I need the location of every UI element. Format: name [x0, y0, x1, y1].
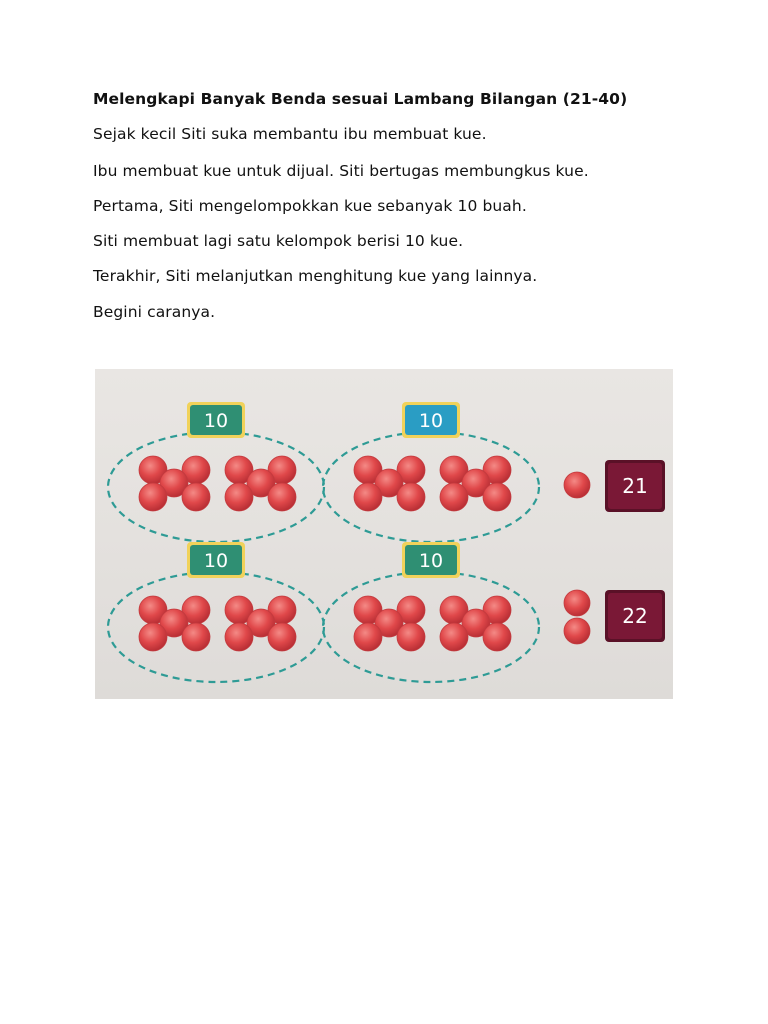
- cake: [182, 483, 210, 511]
- paragraph-3: Pertama, Siti mengelompokkan kue sebanyak 10 buah.: [93, 197, 527, 215]
- extra-cake: [564, 618, 590, 644]
- paragraph-4: Siti membuat lagi satu kelompok berisi 10 kue.: [93, 232, 464, 250]
- paragraph-6: Begini caranya.: [93, 303, 216, 321]
- cake: [225, 623, 253, 651]
- cake: [268, 483, 296, 511]
- cake: [225, 483, 253, 511]
- group-label-text: 10: [203, 550, 229, 572]
- counting-illustration: [95, 369, 673, 699]
- cake: [139, 483, 167, 511]
- number-box-text: 22: [622, 604, 648, 628]
- extra-cake: [564, 472, 590, 498]
- cake: [182, 623, 210, 651]
- cake: [483, 483, 511, 511]
- cake: [440, 623, 468, 651]
- cake: [354, 623, 382, 651]
- paragraph-2: Ibu membuat kue untuk dijual. Siti bertugas membungkus kue.: [93, 162, 589, 180]
- cake: [139, 623, 167, 651]
- group-label-text: 10: [418, 410, 444, 432]
- group-label-text: 10: [418, 550, 444, 572]
- cake: [483, 623, 511, 651]
- cake: [354, 483, 382, 511]
- cake: [397, 623, 425, 651]
- cake: [268, 623, 296, 651]
- counting-illustration-svg: [95, 369, 673, 699]
- extra-cake: [564, 590, 590, 616]
- cake: [440, 483, 468, 511]
- cake: [397, 483, 425, 511]
- paragraph-1: Sejak kecil Siti suka membantu ibu membuat kue.: [93, 125, 487, 143]
- number-box-text: 21: [622, 474, 648, 498]
- paragraph-5: Terakhir, Siti melanjutkan menghitung kue yang lainnya.: [93, 267, 538, 285]
- group-label-text: 10: [203, 410, 229, 432]
- page-title: Melengkapi Banyak Benda sesuai Lambang Bilangan (21-40): [93, 90, 628, 108]
